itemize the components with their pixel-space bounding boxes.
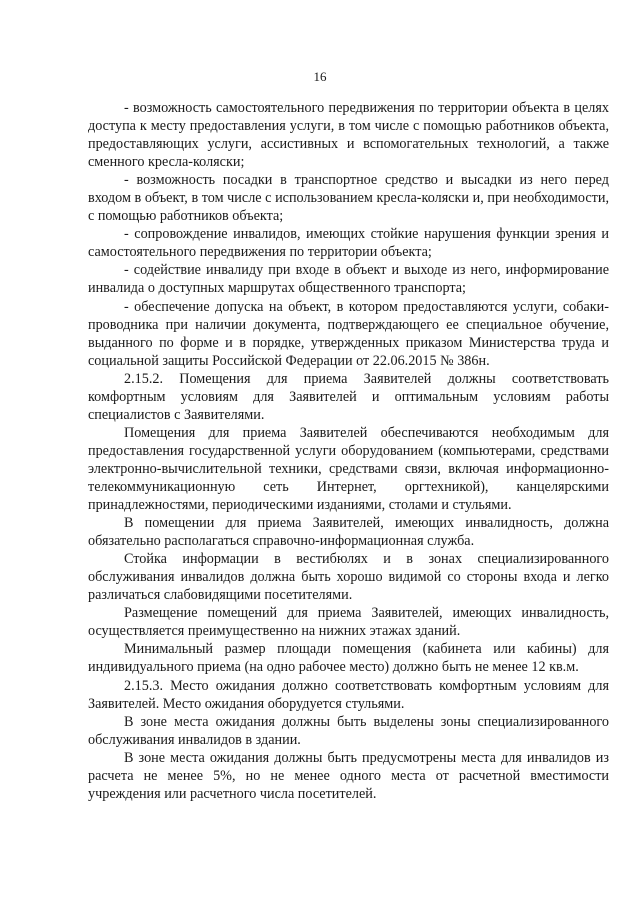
paragraph-ground-floors: Размещение помещений для приема Заявителей, имеющих инвалидность, осуществляется преимущественно на нижних этажах зданий. bbox=[88, 605, 609, 640]
paragraph-info-service: В помещении для приема Заявителей, имеющих инвалидность, должна обязательно располагаться справочно-информационная служба. bbox=[88, 515, 609, 550]
paragraph-vehicle-boarding: - возможность посадки в транспортное средство и высадки из него перед входом в объект, в том числе с использованием кресла-коляски и, при необходимости, с помощью работников объекта; bbox=[88, 172, 609, 225]
paragraph-info-desk: Стойка информации в вестибюлях и в зонах специализированного обслуживания инвалидов должна быть хорошо видимой со стороны входа и легко различаться слабовидящими посетителями. bbox=[88, 551, 609, 604]
paragraph-escort: - сопровождение инвалидов, имеющих стойкие нарушения функции зрения и самостоятельного передвижения по территории объекта; bbox=[88, 226, 609, 261]
paragraph-guide-dog: - обеспечение допуска на объект, в котором предоставляются услуги, собаки-проводника при наличии документа, подтверждающего ее специальное обучение, выданного по форме и в порядке, утвержденных приказом Министерства труда и социальной защиты Российской Федерации от 22.06.2015 № 386н. bbox=[88, 298, 609, 369]
paragraph-2-15-3: 2.15.3. Место ожидания должно соответствовать комфортным условиям для Заявителей. Место ожидания оборудуется стульями. bbox=[88, 677, 609, 712]
page-number: 16 bbox=[313, 69, 327, 84]
paragraph-min-area: Минимальный размер площади помещения (кабинета или кабины) для индивидуального приема (на одно рабочее место) должно быть не менее 12 кв.м. bbox=[88, 641, 609, 676]
paragraph-2-15-2: 2.15.2. Помещения для приема Заявителей должны соответствовать комфортным условиям для Заявителей и оптимальным условиям работы специалистов с Заявителями. bbox=[88, 370, 609, 423]
paragraph-entry-assistance: - содействие инвалиду при входе в объект и выходе из него, информирование инвалида о доступных маршрутах общественного транспорта; bbox=[88, 262, 609, 297]
paragraph-waiting-zones: В зоне места ожидания должны быть выделены зоны специализированного обслуживания инвалидов в здании. bbox=[88, 713, 609, 748]
paragraph-mobility: - возможность самостоятельного передвижения по территории объекта в целях доступа к месту предоставления услуги, в том числе с помощью работников объекта, предоставляющих услуги, ассистивных и вспомогательных технологий, а также сменного кресла-коляски; bbox=[88, 100, 609, 171]
paragraph-equipment: Помещения для приема Заявителей обеспечиваются необходимым для предоставления государственной услуги оборудованием (компьютерами, средствами электронно-вычислительной техники, средствами связи, включая информационно-телекоммуникационную сеть Интернет, оргтехникой), канцелярскими принадлежностями, периодическими изданиями, столами и стульями. bbox=[88, 424, 609, 514]
paragraph-waiting-seats: В зоне места ожидания должны быть предусмотрены места для инвалидов из расчета не менее 5%, но не менее одного места от расчетной вместимости учреждения или расчетного числа посетителей. bbox=[88, 749, 609, 802]
document-body bbox=[88, 99, 609, 803]
